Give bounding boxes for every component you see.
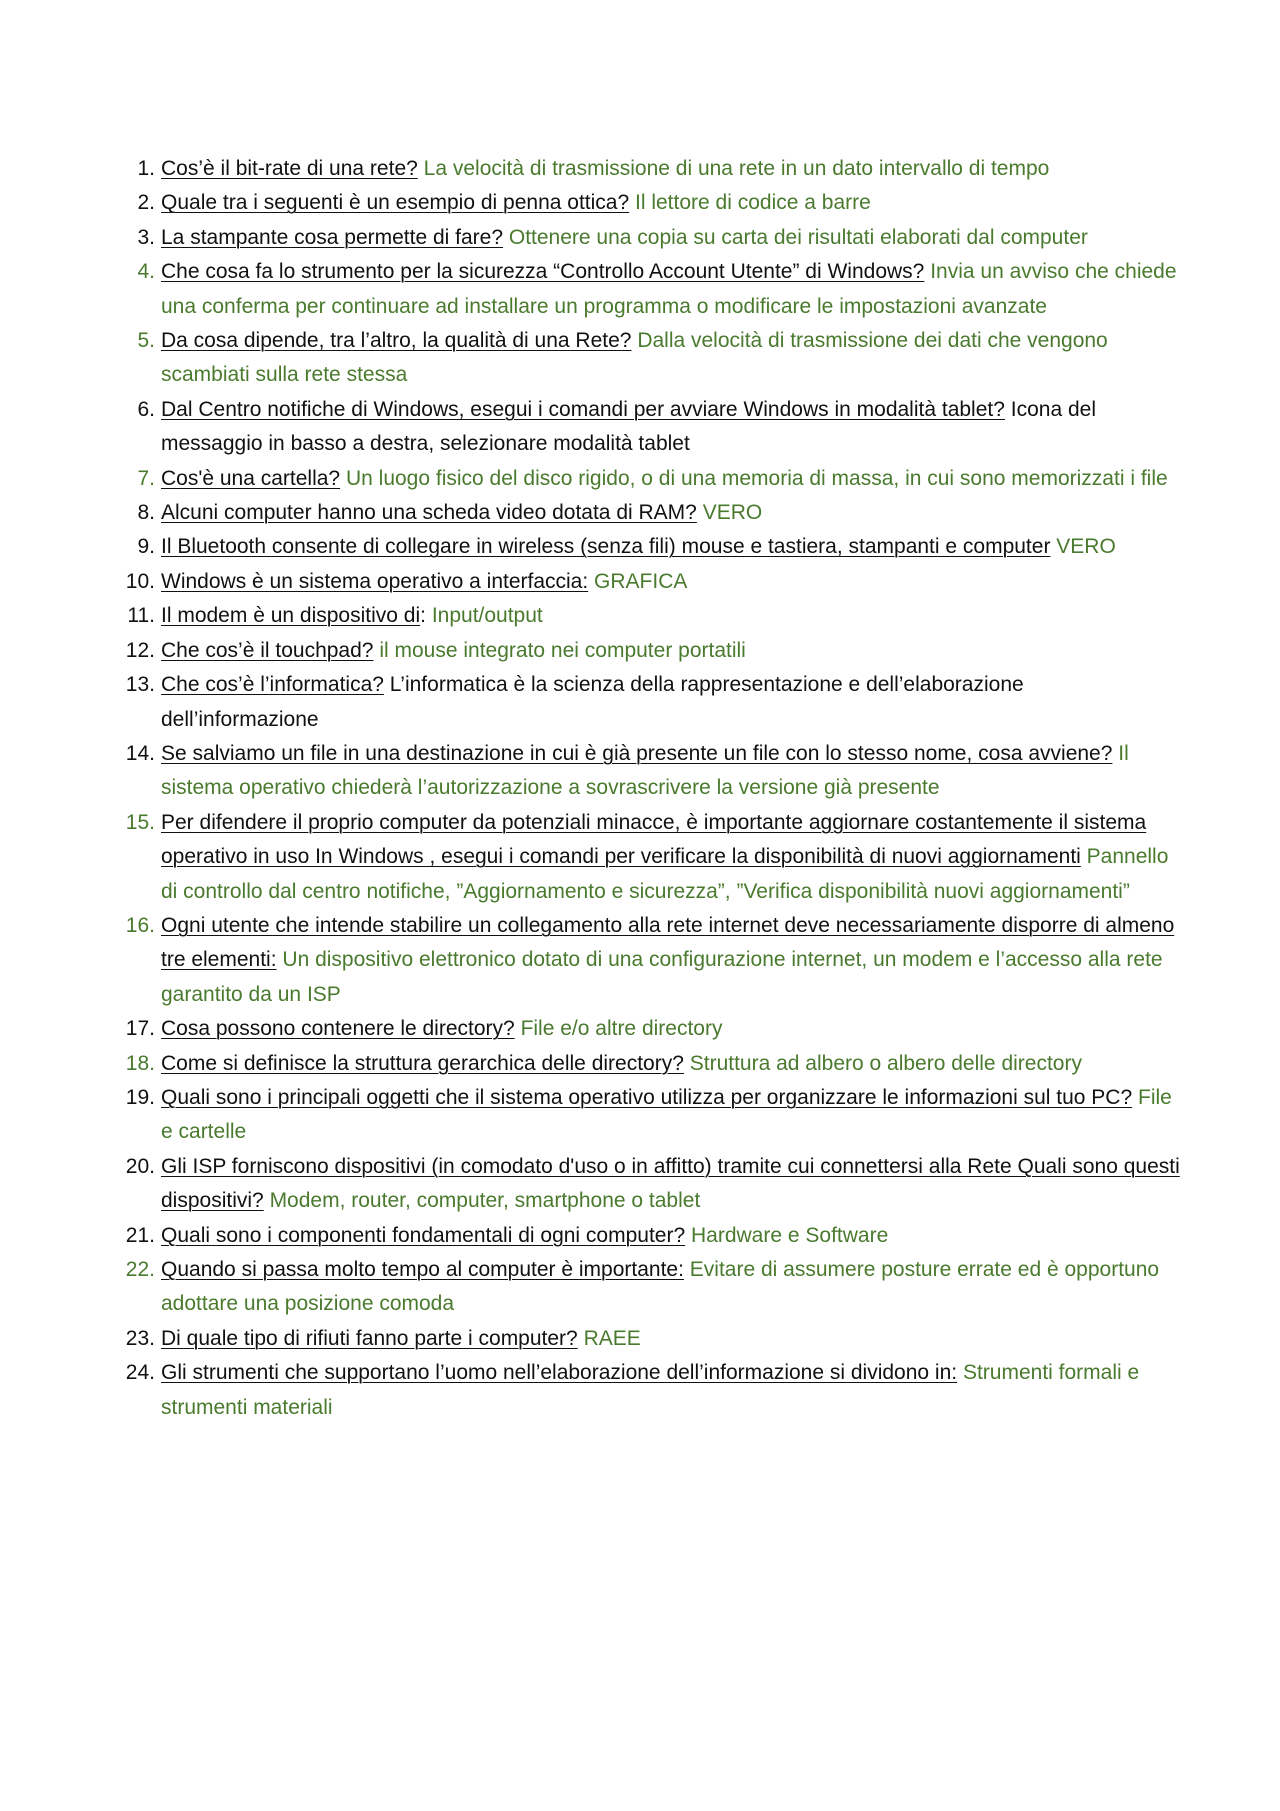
answer-text: VERO	[702, 501, 763, 525]
question-tail: :	[420, 604, 426, 628]
answer-text: Struttura ad albero o albero delle directory	[689, 1051, 1082, 1075]
item-number: 16.	[125, 913, 155, 937]
item-number: 6.	[137, 397, 155, 421]
list-item	[120, 1219, 1180, 1253]
list-item	[120, 186, 1180, 220]
question-text: Di quale tipo di rifiuti fanno parte i computer?	[161, 1326, 578, 1350]
question-text: Quando si passa molto tempo al computer è importante:	[161, 1258, 684, 1281]
question-text: Cos’è il bit-rate di una rete?	[161, 157, 418, 180]
question-text: Cosa possono contenere le directory?	[161, 1017, 515, 1041]
item-number: 13.	[125, 673, 155, 697]
list-item	[120, 393, 1180, 462]
answer-text: La velocità di trasmissione di una rete in un dato intervallo di tempo	[423, 157, 1050, 180]
item-number: 18.	[125, 1051, 155, 1075]
answer-text: Il lettore di codice a barre	[635, 191, 871, 215]
item-number: 12.	[125, 638, 155, 662]
answer-text: Modem, router, computer, smartphone o tablet	[269, 1189, 701, 1213]
answer-text: GRAFICA	[594, 569, 688, 593]
question-text: Dal Centro notifiche di Windows, esegui i comandi per avviare Windows in modalità tablet?	[161, 397, 1005, 421]
answer-text: Un dispositivo elettronico dotato di una configurazione internet, un modem e l’accesso alla rete garantito da un ISP	[161, 948, 1163, 1006]
question-text: Gli ISP forniscono dispositivi (in comodato d'uso o in affitto) tramite cui connettersi alla Rete Quali sono questi dispositivi?	[161, 1154, 1180, 1213]
answer-text: Ottenere una copia su carta dei risultati elaborati dal computer	[508, 225, 1088, 249]
item-number: 24.	[125, 1361, 155, 1385]
question-text: Il modem è un dispositivo di	[161, 604, 421, 628]
question-text: Alcuni computer hanno una scheda video dotata di RAM?	[161, 501, 697, 525]
question-answer-list	[120, 152, 1180, 1425]
answer-text: Evitare di assumere posture errate ed è opportuno adottare una posizione comoda	[161, 1258, 1160, 1316]
answer-text: File e cartelle	[161, 1085, 1172, 1144]
list-item	[120, 1047, 1180, 1081]
list-item	[120, 1081, 1180, 1150]
item-number: 14.	[125, 741, 155, 765]
question-text: La stampante cosa permette di fare?	[161, 225, 504, 249]
item-number: 4.	[137, 260, 155, 284]
item-number: 15.	[125, 810, 155, 834]
list-item	[120, 565, 1180, 599]
question-text: Quali sono i componenti fondamentali di ogni computer?	[161, 1223, 686, 1247]
question-text: Se salviamo un file in una destinazione in cui è già presente un file con lo stesso nome, cosa avviene?	[161, 741, 1113, 765]
question-text: Windows è un sistema operativo a interfaccia:	[161, 569, 589, 593]
list-item	[120, 1012, 1180, 1046]
item-number: 1.	[137, 157, 155, 180]
list-item	[120, 530, 1180, 564]
list-item	[120, 496, 1180, 530]
answer-text: Il sistema operativo chiederà l’autorizzazione a sovrascrivere la versione già presente	[161, 741, 1129, 800]
item-number: 17.	[125, 1017, 155, 1041]
answer-text: Hardware e Software	[691, 1223, 889, 1247]
answer-text: Invia un avviso che chiede una conferma per continuare ad installare un programma o modificare le impostazioni avanzate	[161, 260, 1177, 318]
question-text: Gli strumenti che supportano l’uomo nell’elaborazione dell’informazione si dividono in:	[161, 1361, 958, 1385]
item-number: 3.	[137, 225, 155, 249]
list-item	[120, 909, 1180, 1012]
list-item	[120, 634, 1180, 668]
question-text: Cos'è una cartella?	[161, 466, 341, 490]
answer-text: Input/output	[431, 604, 543, 628]
list-item	[120, 1253, 1180, 1322]
question-text: Come si definisce la struttura gerarchica delle directory?	[161, 1051, 684, 1075]
list-item	[120, 1356, 1180, 1425]
item-number: 20.	[125, 1154, 155, 1178]
list-item	[120, 737, 1180, 806]
answer-text: Dalla velocità di trasmissione dei dati che vengono scambiati sulla rete stessa	[161, 329, 1108, 387]
item-number: 9.	[137, 535, 155, 559]
list-item	[120, 1322, 1180, 1356]
item-number: 7.	[137, 466, 155, 490]
answer-text: Icona del messaggio in basso a destra, selezionare modalità tablet	[161, 397, 1096, 456]
question-text: Quali sono i principali oggetti che il sistema operativo utilizza per organizzare le informazioni sul tuo PC?	[161, 1085, 1133, 1109]
list-item	[120, 152, 1180, 186]
list-item	[120, 462, 1180, 496]
item-number: 8.	[137, 501, 155, 525]
list-item	[120, 1150, 1180, 1219]
list-item	[120, 599, 1180, 633]
answer-text: Pannello di controllo dal centro notifiche, ”Aggiornamento e sicurezza”, ”Verifica disponibilità nuovi aggiornamenti”	[161, 845, 1169, 903]
item-number: 22.	[125, 1258, 155, 1281]
question-text: Che cos’è l’informatica?	[161, 673, 384, 697]
answer-text: RAEE	[583, 1326, 641, 1350]
question-text: Ogni utente che intende stabilire un collegamento alla rete internet deve necessariamente disporre di almeno tre elementi:	[161, 913, 1175, 972]
answer-text: L’informatica è la scienza della rappresentazione e dell’elaborazione dell’informazione	[161, 673, 1024, 731]
list-item	[120, 806, 1180, 909]
list-item	[120, 668, 1180, 737]
item-number: 2.	[137, 191, 155, 215]
item-number: 21.	[125, 1223, 155, 1247]
question-text: Che cos’è il touchpad?	[161, 638, 374, 662]
item-number: 5.	[137, 329, 155, 353]
list-item	[120, 255, 1180, 324]
answer-text: Strumenti formali e strumenti materiali	[161, 1361, 1140, 1419]
item-number: 11.	[127, 604, 155, 628]
answer-text: Un luogo fisico del disco rigido, o di una memoria di massa, in cui sono memorizzati i file	[345, 466, 1168, 490]
item-number: 10.	[125, 569, 155, 593]
item-number: 23.	[125, 1326, 155, 1350]
question-text: Il Bluetooth consente di collegare in wireless (senza fili) mouse e tastiera, stampanti e computer	[161, 535, 1051, 559]
list-item	[120, 221, 1180, 255]
question-text: Da cosa dipende, tra l’altro, la qualità di una Rete?	[161, 329, 632, 353]
question-text: Per difendere il proprio computer da potenziali minacce, è importante aggiornare costantemente il sistema operativo in uso In Windows , esegui i comandi per verificare la disponibilità di nuovi aggiornamenti	[161, 810, 1147, 869]
answer-text: il mouse integrato nei computer portatili	[379, 638, 746, 662]
question-text: Che cosa fa lo strumento per la sicurezza “Controllo Account Utente” di Windows?	[161, 260, 925, 284]
item-number: 19.	[125, 1085, 155, 1109]
answer-text: VERO	[1056, 535, 1116, 559]
question-text: Quale tra i seguenti è un esempio di penna ottica?	[161, 191, 630, 215]
answer-text: File e/o altre directory	[520, 1017, 723, 1041]
list-item	[120, 324, 1180, 393]
